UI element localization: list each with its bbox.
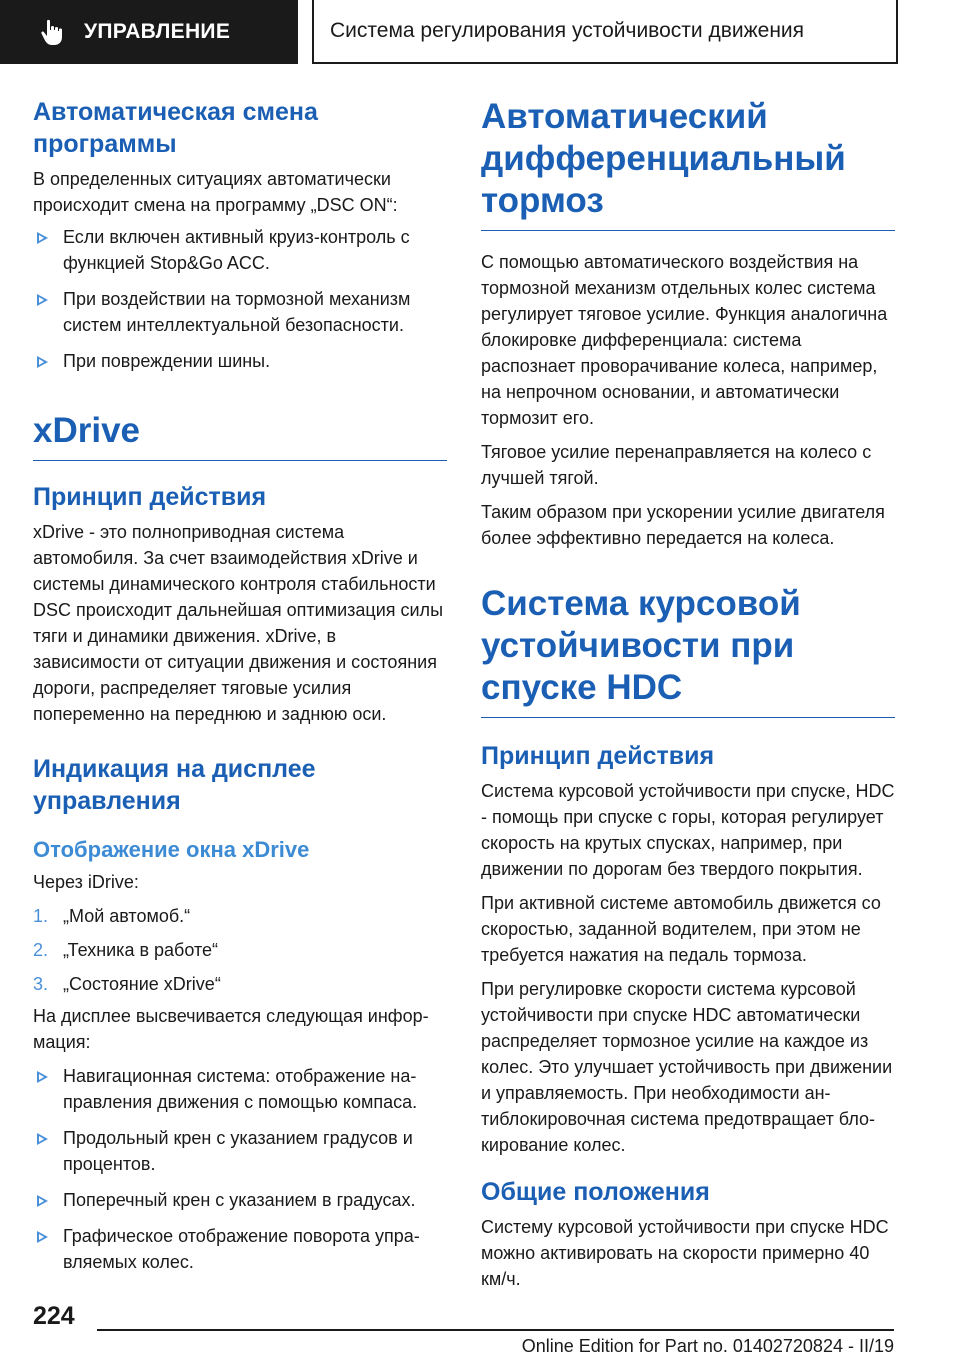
left-column [33,96,447,1275]
step-text: „Техника в работе“ [63,940,219,960]
display-shown-text: На дисплее высвечивается следующая информация: [33,1006,429,1052]
display-heading: Индикация на дисплее управления [33,755,316,815]
list-item: Графическое отображение поворота управляемых колес. [33,1223,447,1275]
auto-mode-list [33,224,447,374]
list-item: Поперечный крен с указанием в градусах. [33,1187,447,1213]
hdc-general-text: Систему курсовой устойчивости при спуске HDC можно активировать на скорости примерно 40 км/ч. [481,1217,889,1289]
step-number: 3. [33,974,49,994]
step-text: „Мой автомоб.“ [63,906,191,926]
xdrive-heading: xDrive [33,410,447,461]
step-item [33,903,447,929]
list-item: При повреждении шины. [33,348,447,374]
adb-paragraph: Таким образом при ускорении усилие двигателя более эффективно передается на колеса. [481,502,885,548]
step-item [33,971,447,997]
hdc-principle-heading: Принцип действия [481,742,715,770]
display-steps [33,903,447,997]
step-number: 2. [33,940,49,960]
step-number: 1. [33,906,49,926]
page-number: 224 [33,1302,75,1330]
display-subheading: Отображение окна xDrive [33,837,310,862]
adb-paragraph: Тяговое усилие перенаправляется на колесо с лучшей тягой. [481,442,872,488]
right-column [481,96,895,1292]
list-item: Продольный крен с указанием градусов и процентов. [33,1125,447,1177]
hdc-heading: Система курсовой устойчивости при спуске HDC [481,583,895,718]
chapter-tab [312,0,898,64]
page-header [0,0,960,66]
auto-mode-text: В определенных ситуациях автоматически происходит смена на программу „DSC ON“: [33,169,398,215]
hdc-paragraph: Система курсовой устойчивости при спуске, HDC - помощь при спуске с горы, которая регулирует скорость на крутых спусках, например, при движении по дорогам без твердого покрытия. [481,781,895,879]
hdc-paragraph: При регулировке скорости система курсовой устойчивости при спуске HDC автоматически распределяет тормозное усилие на каждое из колес. Это улучшает устойчивость при движении и управляемость. При необходимости антиблокировочная система предотвращает блокирование колес. [481,979,893,1155]
chapter-title: Система регулирования устойчивости движения [330,19,805,42]
footer-divider [97,1329,894,1331]
step-text: „Состояние xDrive“ [63,974,221,994]
list-item: Если включен активный круиз-контроль с функцией Stop&Go ACC. [33,224,447,276]
auto-mode-heading: Автоматическая смена программы [33,98,318,158]
list-item: При воздействии на тормозной механизм систем интеллектуальной безопасности. [33,286,447,338]
adb-heading: Автоматический дифференциальный тормоз [481,96,895,231]
section-tab [0,0,298,64]
hdc-paragraph: При активной системе автомобиль движется со скоростью, заданной водителем, при этом не требуется нажатия на педаль тормоза. [481,893,881,965]
xdrive-principle-text: xDrive - это полноприводная система автомобиля. За счет взаимодействия xDrive и системы динамического контроля стабильности DSC происходит дальнейшая оптимизация силы тяги и динамики движения. xDrive, в зависимости от ситуации движения и состояния дороги, распределяет тяговые усилия попеременно на переднюю и заднюю оси. [33,522,444,724]
hand-pointer-icon [38,17,68,47]
list-item: Навигационная система: отображение направления движения с помощью компаса. [33,1063,447,1115]
display-info-list [33,1063,447,1275]
edition-text: Online Edition for Part no. 01402720824 - II/19 [521,1336,894,1356]
step-item [33,937,447,963]
adb-paragraph: С помощью автоматического воздействия на тормозной механизм отдельных колес система регулирует тяговое усилие. Функция аналогична блокировке дифференциала: система распознает проворачивание колеса, например, на непрочном основании, и автоматически тормозит его. [481,252,888,428]
xdrive-principle-heading: Принцип действия [33,483,267,511]
section-title: УПРАВЛЕНИЕ [84,20,231,43]
hdc-general-heading: Общие положения [481,1178,710,1206]
page-footer [0,1296,960,1362]
display-via-text: Через iDrive: [33,872,139,892]
